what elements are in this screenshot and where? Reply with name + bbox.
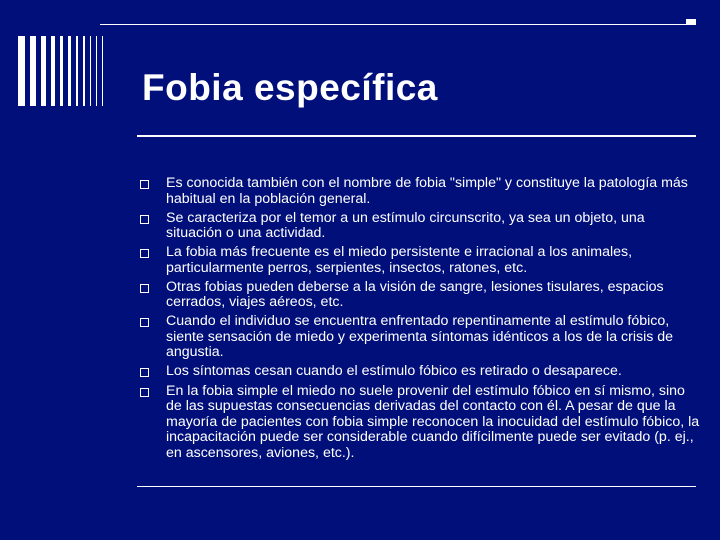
square-bullet-icon xyxy=(140,284,149,293)
top-rule xyxy=(100,24,696,25)
square-bullet-icon xyxy=(140,215,149,224)
stripes-decoration xyxy=(18,36,138,106)
square-bullet-icon xyxy=(140,318,149,327)
list-item xyxy=(140,364,700,380)
list-item xyxy=(140,176,700,207)
bullet-text: Los síntomas cesan cuando el estímulo fóbico es retirado o desaparece. xyxy=(166,363,622,380)
square-bullet-icon xyxy=(140,180,149,189)
list-item xyxy=(140,245,700,276)
bullet-text: En la fobia simple el miedo no suele provenir del estímulo fóbico en sí mismo, sino de las supuestas consecuencias derivadas del contacto con él. A pesar de que la mayoría de pacientes con fobia simple reconocen la inocuidad del estímulo fóbico, la incapacitación puede ser considerable cuando difícilmente puede ser evitado (p. ej., en ascensores, aviones, etc.). xyxy=(166,382,700,461)
list-item xyxy=(140,211,700,242)
bullet-text: La fobia más frecuente es el miedo persistente e irracional a los animales, particularmente perros, serpientes, insectos, ratones, etc. xyxy=(166,244,633,276)
bullet-text: Cuando el individuo se encuentra enfrentado repentinamente al estímulo fóbico, siente sensación de miedo y experimenta síntomas idénticos a los de la crisis de angustia. xyxy=(166,313,674,361)
bullet-list xyxy=(140,176,700,465)
list-item xyxy=(140,384,700,462)
square-bullet-icon xyxy=(140,388,149,397)
bullet-text: Se caracteriza por el temor a un estímulo circunscrito, ya sea un objeto, una situación o una actividad. xyxy=(166,209,645,242)
bullet-text: Otras fobias pueden deberse a la visión de sangre, lesiones tisulares, espacios cerrados, viajes aéreos, etc. xyxy=(166,278,664,311)
top-rule-cap xyxy=(686,19,696,24)
list-item xyxy=(140,314,700,361)
title-underline xyxy=(137,135,696,137)
bottom-rule xyxy=(137,486,696,487)
bullet-text: Es conocida también con el nombre de fobia "simple" y constituye la patología más habitual en la población general. xyxy=(166,175,688,207)
list-item xyxy=(140,280,700,311)
square-bullet-icon xyxy=(140,368,149,377)
square-bullet-icon xyxy=(140,249,149,258)
slide-title: Fobia específica xyxy=(142,67,438,108)
